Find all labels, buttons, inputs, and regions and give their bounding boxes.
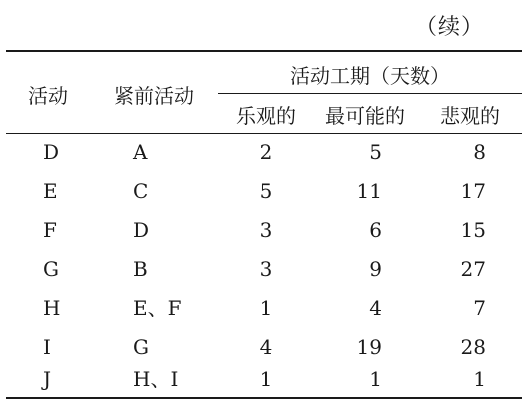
cell-most-likely: 5 xyxy=(369,140,382,164)
cell-pessimistic: 17 xyxy=(460,179,486,203)
cell-activity: H xyxy=(43,296,61,320)
cell-most-likely: 4 xyxy=(369,296,382,320)
table-row xyxy=(0,289,528,328)
table-top-rule xyxy=(6,50,522,52)
cell-most-likely: 19 xyxy=(356,335,382,359)
cell-activity: F xyxy=(43,218,57,242)
table-row xyxy=(0,211,528,250)
cell-predecessor: C xyxy=(133,179,149,203)
cell-activity: E xyxy=(43,179,58,203)
cell-most-likely: 6 xyxy=(369,218,382,242)
header-optimistic: 乐观的 xyxy=(236,104,296,128)
cell-predecessor: A xyxy=(133,140,148,164)
cell-activity: I xyxy=(43,335,51,359)
cell-optimistic: 1 xyxy=(259,296,273,320)
table-row xyxy=(0,360,528,399)
cell-most-likely: 9 xyxy=(369,257,382,281)
cell-optimistic: 3 xyxy=(259,257,273,281)
cell-activity: G xyxy=(43,257,59,281)
cell-optimistic: 3 xyxy=(259,218,273,242)
cell-predecessor: G xyxy=(133,335,149,359)
header-duration-group: 活动工期（天数） xyxy=(290,64,450,88)
cell-predecessor: H、I xyxy=(133,367,179,391)
table-row xyxy=(0,133,528,172)
cell-activity: D xyxy=(43,140,60,164)
cell-pessimistic: 27 xyxy=(460,257,486,281)
cell-predecessor: B xyxy=(133,257,148,281)
cell-pessimistic: 8 xyxy=(473,140,486,164)
cell-optimistic: 1 xyxy=(259,367,273,391)
table-row xyxy=(0,172,528,211)
table-row xyxy=(0,250,528,289)
cell-predecessor: E、F xyxy=(133,296,182,320)
cell-most-likely: 11 xyxy=(356,179,382,203)
cell-optimistic: 5 xyxy=(259,179,273,203)
cell-pessimistic: 28 xyxy=(460,335,486,359)
continued-label: （续） xyxy=(415,15,485,40)
header-activity: 活动 xyxy=(28,84,68,108)
header-predecessor: 紧前活动 xyxy=(114,84,194,108)
header-most-likely: 最可能的 xyxy=(325,104,405,128)
cell-optimistic: 4 xyxy=(259,335,273,359)
cell-pessimistic: 7 xyxy=(473,296,486,320)
cell-pessimistic: 1 xyxy=(473,367,486,391)
cell-pessimistic: 15 xyxy=(460,218,486,242)
cell-optimistic: 2 xyxy=(259,140,273,164)
cell-activity: J xyxy=(43,367,52,391)
header-pessimistic: 悲观的 xyxy=(440,104,500,128)
duration-group-rule xyxy=(218,93,522,94)
cell-predecessor: D xyxy=(133,218,150,242)
cell-most-likely: 1 xyxy=(369,367,382,391)
